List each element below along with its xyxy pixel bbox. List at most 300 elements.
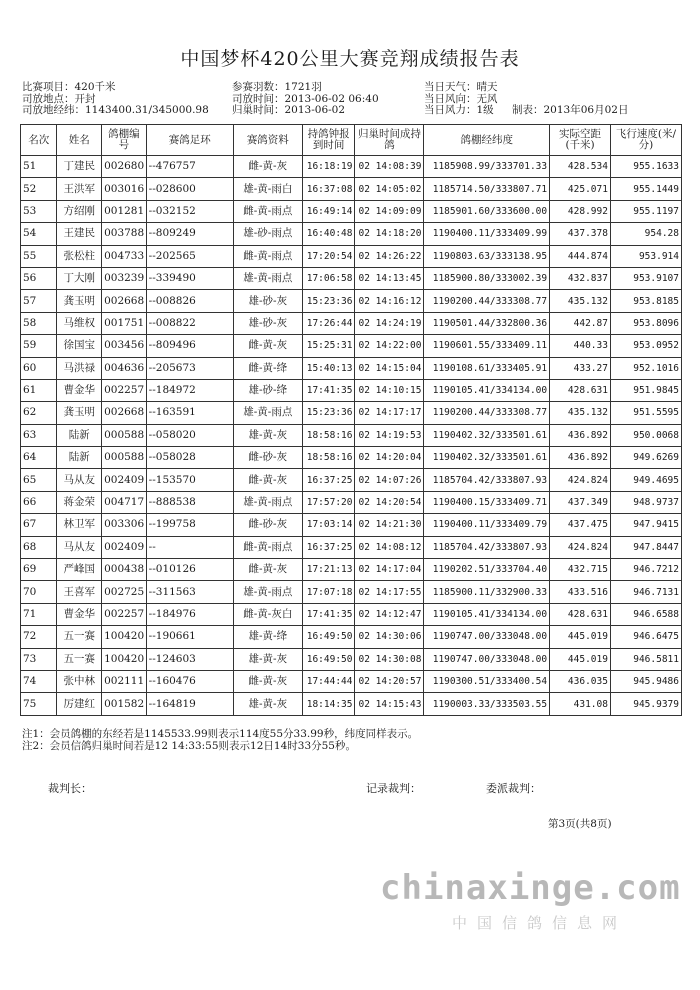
speed-cell: 955.1197: [610, 200, 681, 222]
footnote-1: 注1：会员鸽棚的东经若是1145533.99则表示114度55分33.99秒，纬度同样表示。: [22, 728, 419, 740]
bird-info-cell: 雄-黄-雨点: [233, 491, 302, 513]
name-cell: 张中林: [57, 670, 102, 692]
coordinates-cell: 1190105.41/334134.00: [424, 379, 550, 401]
distance-cell: 428.534: [550, 156, 611, 178]
table-row: [21, 469, 682, 491]
rank-cell: 66: [21, 491, 57, 513]
loft-id-cell: 001751: [102, 312, 147, 334]
ring-cell: --202565: [146, 245, 233, 267]
clock-time-cell: 17:44:44: [302, 670, 355, 692]
rank-cell: 73: [21, 648, 57, 670]
name-cell: 王建民: [57, 223, 102, 245]
distance-cell: 433.516: [550, 581, 611, 603]
weather: 当日天气：晴天: [424, 81, 498, 93]
name-cell: 严峰国: [57, 559, 102, 581]
coordinates-cell: 1190400.11/333409.99: [424, 223, 550, 245]
distance-cell: 425.071: [550, 178, 611, 200]
clock-time-cell: 18:58:16: [302, 447, 355, 469]
header-coordinates: 鸽棚经纬度: [424, 125, 550, 156]
loft-id-cell: 002111: [102, 670, 147, 692]
clock-time-cell: 17:41:35: [302, 379, 355, 401]
name-cell: 马从友: [57, 469, 102, 491]
rank-cell: 51: [21, 156, 57, 178]
name-cell: 五一赛: [57, 626, 102, 648]
loft-id-cell: 002257: [102, 379, 147, 401]
ring-cell: --153570: [146, 469, 233, 491]
name-cell: 马维权: [57, 312, 102, 334]
ring-cell: --058028: [146, 447, 233, 469]
name-cell: 徐国宝: [57, 335, 102, 357]
race-info-row-1: [22, 82, 682, 94]
return-time-cell: 02 14:08:12: [355, 536, 424, 558]
rank-cell: 59: [21, 335, 57, 357]
race-info: [22, 82, 682, 117]
distance-cell: 428.631: [550, 379, 611, 401]
footnotes: [22, 728, 418, 752]
release-coordinates: 司放地经纬：1143400.31/345000.98: [22, 104, 209, 116]
loft-id-cell: 100420: [102, 626, 147, 648]
name-cell: 丁建民: [57, 156, 102, 178]
speed-cell: 947.8447: [610, 536, 681, 558]
rank-cell: 64: [21, 447, 57, 469]
speed-cell: 946.7212: [610, 559, 681, 581]
return-time-cell: 02 14:30:06: [355, 626, 424, 648]
bird-info-cell: 雄-黄-雨点: [233, 581, 302, 603]
bird-info-cell: 雌-黄-灰: [233, 469, 302, 491]
rank-cell: 71: [21, 603, 57, 625]
return-time-cell: 02 14:20:57: [355, 670, 424, 692]
rank-cell: 65: [21, 469, 57, 491]
ring-cell: --809496: [146, 335, 233, 357]
loft-id-cell: 004733: [102, 245, 147, 267]
ring-cell: --339490: [146, 267, 233, 289]
ring-cell: --184972: [146, 379, 233, 401]
speed-cell: 953.914: [610, 245, 681, 267]
table-row: [21, 357, 682, 379]
distance-cell: 436.892: [550, 424, 611, 446]
header-speed: 飞行速度(米/分): [610, 125, 681, 156]
watermark-domain: chinaxinge.com: [380, 868, 681, 908]
clock-time-cell: 16:49:14: [302, 200, 355, 222]
bird-info-cell: 雄-黄-绛: [233, 626, 302, 648]
return-time-cell: 02 14:17:17: [355, 402, 424, 424]
clock-time-cell: 16:37:08: [302, 178, 355, 200]
rank-cell: 58: [21, 312, 57, 334]
ring-cell: --199758: [146, 514, 233, 536]
return-time-cell: 02 14:20:04: [355, 447, 424, 469]
wind-direction: 当日风向：无风: [424, 92, 498, 105]
speed-cell: 954.28: [610, 223, 681, 245]
speed-cell: 948.9737: [610, 491, 681, 513]
chief-judge-signature: 裁判长：: [48, 782, 92, 795]
rank-cell: 60: [21, 357, 57, 379]
bird-info-cell: 雄-黄-灰: [233, 424, 302, 446]
name-cell: 陆新: [57, 424, 102, 446]
return-time-cell: 02 14:16:12: [355, 290, 424, 312]
speed-cell: 953.8096: [610, 312, 681, 334]
table-row: [21, 693, 682, 715]
name-cell: 张松柱: [57, 245, 102, 267]
return-date: 归巢时间：2013-06-02: [232, 104, 346, 116]
coordinates-cell: 1190108.61/333405.91: [424, 357, 550, 379]
name-cell: 曹金华: [57, 379, 102, 401]
clock-time-cell: 17:21:13: [302, 559, 355, 581]
return-time-cell: 02 14:17:55: [355, 581, 424, 603]
table-row: [21, 335, 682, 357]
release-time: 司放时间：2013-06-02 06:40: [232, 92, 379, 105]
ring-cell: --163591: [146, 402, 233, 424]
coordinates-cell: 1190402.32/333501.61: [424, 424, 550, 446]
distance-cell: 436.035: [550, 670, 611, 692]
table-row: [21, 447, 682, 469]
clock-time-cell: 17:57:20: [302, 491, 355, 513]
return-time-cell: 02 14:15:04: [355, 357, 424, 379]
release-location: 司放地点：开封: [22, 92, 96, 105]
clock-time-cell: 17:06:58: [302, 267, 355, 289]
speed-cell: 949.4695: [610, 469, 681, 491]
ring-cell: --028600: [146, 178, 233, 200]
bird-info-cell: 雄-黄-雨点: [233, 267, 302, 289]
return-time-cell: 02 14:10:15: [355, 379, 424, 401]
ring-cell: --809249: [146, 223, 233, 245]
rank-cell: 75: [21, 693, 57, 715]
speed-cell: 945.9486: [610, 670, 681, 692]
results-table: [20, 124, 682, 716]
table-row: [21, 491, 682, 513]
table-row: [21, 312, 682, 334]
ring-cell: --058020: [146, 424, 233, 446]
return-time-cell: 02 14:19:53: [355, 424, 424, 446]
header-loft-id: 鸽棚编号: [102, 125, 147, 156]
loft-id-cell: 004636: [102, 357, 147, 379]
coordinates-cell: 1185901.60/333600.00: [424, 200, 550, 222]
speed-cell: 946.7131: [610, 581, 681, 603]
table-row: [21, 178, 682, 200]
clock-time-cell: 15:23:36: [302, 402, 355, 424]
ring-cell: --: [146, 536, 233, 558]
rank-cell: 68: [21, 536, 57, 558]
clock-time-cell: 17:26:44: [302, 312, 355, 334]
coordinates-cell: 1190003.33/333503.55: [424, 693, 550, 715]
loft-id-cell: 000588: [102, 424, 147, 446]
coordinates-cell: 1190501.44/332800.36: [424, 312, 550, 334]
ring-cell: --008826: [146, 290, 233, 312]
table-row: [21, 514, 682, 536]
ring-cell: --888538: [146, 491, 233, 513]
table-header-row: [21, 125, 682, 156]
distance-cell: 433.27: [550, 357, 611, 379]
return-time-cell: 02 14:07:26: [355, 469, 424, 491]
return-time-cell: 02 14:17:04: [355, 559, 424, 581]
name-cell: 陆新: [57, 447, 102, 469]
distance-cell: 435.132: [550, 402, 611, 424]
loft-id-cell: 002668: [102, 290, 147, 312]
clock-time-cell: 16:40:48: [302, 223, 355, 245]
bird-info-cell: 雌-黄-灰: [233, 156, 302, 178]
rank-cell: 55: [21, 245, 57, 267]
rank-cell: 53: [21, 200, 57, 222]
name-cell: 龚玉明: [57, 290, 102, 312]
tabulation-date: 制表：2013年06月02日: [512, 104, 629, 116]
ring-cell: --010126: [146, 559, 233, 581]
loft-id-cell: 002409: [102, 536, 147, 558]
coordinates-cell: 1185714.50/333807.71: [424, 178, 550, 200]
loft-id-cell: 003016: [102, 178, 147, 200]
name-cell: 林卫军: [57, 514, 102, 536]
coordinates-cell: 1185908.99/333701.33: [424, 156, 550, 178]
distance-cell: 445.019: [550, 648, 611, 670]
loft-id-cell: 003306: [102, 514, 147, 536]
distance-cell: 432.837: [550, 267, 611, 289]
table-row: [21, 245, 682, 267]
rank-cell: 70: [21, 581, 57, 603]
coordinates-cell: 1190400.15/333409.71: [424, 491, 550, 513]
loft-id-cell: 003788: [102, 223, 147, 245]
coordinates-cell: 1190202.51/333704.40: [424, 559, 550, 581]
entry-count: 参赛羽数：1721羽: [232, 81, 322, 93]
speed-cell: 955.1633: [610, 156, 681, 178]
table-row: [21, 626, 682, 648]
loft-id-cell: 001582: [102, 693, 147, 715]
table-row: [21, 379, 682, 401]
speed-cell: 952.1016: [610, 357, 681, 379]
name-cell: 马洪禄: [57, 357, 102, 379]
table-row: [21, 267, 682, 289]
return-time-cell: 02 14:20:54: [355, 491, 424, 513]
header-name: 姓名: [57, 125, 102, 156]
speed-cell: 949.6269: [610, 447, 681, 469]
clock-time-cell: 18:58:16: [302, 424, 355, 446]
speed-cell: 945.9379: [610, 693, 681, 715]
header-return-time: 归巢时间成持鸽: [355, 125, 424, 156]
loft-id-cell: 002725: [102, 581, 147, 603]
speed-cell: 946.6588: [610, 603, 681, 625]
bird-info-cell: 雄-黄-雨白: [233, 178, 302, 200]
bird-info-cell: 雄-砂-绛: [233, 379, 302, 401]
return-time-cell: 02 14:30:08: [355, 648, 424, 670]
bird-info-cell: 雄-黄-灰: [233, 693, 302, 715]
loft-id-cell: 004717: [102, 491, 147, 513]
rank-cell: 52: [21, 178, 57, 200]
table-row: [21, 223, 682, 245]
speed-cell: 946.6475: [610, 626, 681, 648]
loft-id-cell: 100420: [102, 648, 147, 670]
speed-cell: 951.5595: [610, 402, 681, 424]
clock-time-cell: 17:41:35: [302, 603, 355, 625]
ring-cell: --160476: [146, 670, 233, 692]
bird-info-cell: 雌-砂-灰: [233, 447, 302, 469]
name-cell: 五一赛: [57, 648, 102, 670]
distance-cell: 424.824: [550, 536, 611, 558]
bird-info-cell: 雄-砂-灰: [233, 290, 302, 312]
header-rank: 名次: [21, 125, 57, 156]
clock-time-cell: 15:25:31: [302, 335, 355, 357]
distance-cell: 431.08: [550, 693, 611, 715]
recording-judge-signature: 记录裁判：: [366, 782, 421, 795]
table-row: [21, 424, 682, 446]
distance-cell: 437.349: [550, 491, 611, 513]
ring-cell: --184976: [146, 603, 233, 625]
rank-cell: 54: [21, 223, 57, 245]
table-row: [21, 156, 682, 178]
speed-cell: 953.8185: [610, 290, 681, 312]
ring-cell: --124603: [146, 648, 233, 670]
distance-cell: 444.874: [550, 245, 611, 267]
ring-cell: --008822: [146, 312, 233, 334]
distance-cell: 428.631: [550, 603, 611, 625]
speed-cell: 955.1449: [610, 178, 681, 200]
loft-id-cell: 003239: [102, 267, 147, 289]
loft-id-cell: 002680: [102, 156, 147, 178]
watermark-site-name: 中国信鸽信息网: [452, 914, 628, 932]
coordinates-cell: 1185900.80/333002.39: [424, 267, 550, 289]
rank-cell: 67: [21, 514, 57, 536]
speed-cell: 946.5811: [610, 648, 681, 670]
return-time-cell: 02 14:18:20: [355, 223, 424, 245]
distance-cell: 436.892: [550, 447, 611, 469]
return-time-cell: 02 14:15:43: [355, 693, 424, 715]
clock-time-cell: 16:49:50: [302, 648, 355, 670]
bird-info-cell: 雄-砂-灰: [233, 312, 302, 334]
clock-time-cell: 18:14:35: [302, 693, 355, 715]
bird-info-cell: 雄-砂-雨点: [233, 223, 302, 245]
clock-time-cell: 15:23:36: [302, 290, 355, 312]
coordinates-cell: 1190400.11/333409.79: [424, 514, 550, 536]
coordinates-cell: 1185704.42/333807.93: [424, 469, 550, 491]
loft-id-cell: 002257: [102, 603, 147, 625]
bird-info-cell: 雄-黄-灰: [233, 648, 302, 670]
clock-time-cell: 16:37:25: [302, 469, 355, 491]
return-time-cell: 02 14:09:09: [355, 200, 424, 222]
table-row: [21, 290, 682, 312]
clock-time-cell: 16:18:19: [302, 156, 355, 178]
return-time-cell: 02 14:13:45: [355, 267, 424, 289]
coordinates-cell: 1190105.41/334134.00: [424, 603, 550, 625]
name-cell: 马从友: [57, 536, 102, 558]
coordinates-cell: 1190402.32/333501.61: [424, 447, 550, 469]
clock-time-cell: 17:03:14: [302, 514, 355, 536]
ring-cell: --032152: [146, 200, 233, 222]
table-row: [21, 603, 682, 625]
bird-info-cell: 雌-黄-雨点: [233, 245, 302, 267]
report-title: 中国梦杯420公里大赛竞翔成绩报告表: [180, 48, 520, 70]
distance-cell: 445.019: [550, 626, 611, 648]
header-distance: 实际空距(千米): [550, 125, 611, 156]
table-row: [21, 581, 682, 603]
return-time-cell: 02 14:05:02: [355, 178, 424, 200]
bird-info-cell: 雌-黄-雨点: [233, 536, 302, 558]
distance-cell: 432.715: [550, 559, 611, 581]
bird-info-cell: 雌-黄-雨点: [233, 200, 302, 222]
race-info-row-3: [22, 105, 682, 117]
distance-cell: 428.992: [550, 200, 611, 222]
rank-cell: 61: [21, 379, 57, 401]
header-ring: 赛鸽足环: [146, 125, 233, 156]
name-cell: 曹金华: [57, 603, 102, 625]
name-cell: 方绍刚: [57, 200, 102, 222]
ring-cell: --164819: [146, 693, 233, 715]
coordinates-cell: 1190803.63/333138.95: [424, 245, 550, 267]
rank-cell: 72: [21, 626, 57, 648]
clock-time-cell: 16:49:50: [302, 626, 355, 648]
bird-info-cell: 雄-黄-雨点: [233, 402, 302, 424]
distance-cell: 435.132: [550, 290, 611, 312]
bird-info-cell: 雌-黄-灰: [233, 670, 302, 692]
ring-cell: --476757: [146, 156, 233, 178]
coordinates-cell: 1190601.55/333409.11: [424, 335, 550, 357]
name-cell: 王喜军: [57, 581, 102, 603]
coordinates-cell: 1185900.11/332900.33: [424, 581, 550, 603]
rank-cell: 56: [21, 267, 57, 289]
coordinates-cell: 1190200.44/333308.77: [424, 290, 550, 312]
distance-cell: 440.33: [550, 335, 611, 357]
name-cell: 龚玉明: [57, 402, 102, 424]
name-cell: 蒋金荣: [57, 491, 102, 513]
table-row: [21, 670, 682, 692]
speed-cell: 950.0068: [610, 424, 681, 446]
page-number: 第3页(共8页): [548, 818, 612, 830]
loft-id-cell: 002668: [102, 402, 147, 424]
name-cell: 王洪军: [57, 178, 102, 200]
header-bird-info: 赛鸽资料: [233, 125, 302, 156]
rank-cell: 62: [21, 402, 57, 424]
rank-cell: 74: [21, 670, 57, 692]
table-row: [21, 648, 682, 670]
distance-cell: 437.475: [550, 514, 611, 536]
table-row: [21, 200, 682, 222]
loft-id-cell: 002409: [102, 469, 147, 491]
table-row: [21, 402, 682, 424]
wind-force: 当日风力：1级: [424, 104, 494, 116]
rank-cell: 57: [21, 290, 57, 312]
footnote-2: 注2：会员信鸽归巢时间若是12 14:33:55则表示12日14时33分55秒。: [22, 740, 356, 752]
table-row: [21, 559, 682, 581]
speed-cell: 953.9107: [610, 267, 681, 289]
delegate-judge-signature: 委派裁判：: [486, 782, 541, 795]
coordinates-cell: 1190200.44/333308.77: [424, 402, 550, 424]
rank-cell: 63: [21, 424, 57, 446]
coordinates-cell: 1190747.00/333048.00: [424, 626, 550, 648]
loft-id-cell: 001281: [102, 200, 147, 222]
name-cell: 厉建红: [57, 693, 102, 715]
header-clock-time: 持鸽钟报到时间: [302, 125, 355, 156]
ring-cell: --190661: [146, 626, 233, 648]
ring-cell: --205673: [146, 357, 233, 379]
coordinates-cell: 1190747.00/333048.00: [424, 648, 550, 670]
distance-cell: 442.87: [550, 312, 611, 334]
bird-info-cell: 雌-黄-灰白: [233, 603, 302, 625]
return-time-cell: 02 14:12:47: [355, 603, 424, 625]
rank-cell: 69: [21, 559, 57, 581]
return-time-cell: 02 14:21:30: [355, 514, 424, 536]
speed-cell: 947.9415: [610, 514, 681, 536]
loft-id-cell: 000588: [102, 447, 147, 469]
clock-time-cell: 17:07:18: [302, 581, 355, 603]
bird-info-cell: 雌-黄-绛: [233, 357, 302, 379]
return-time-cell: 02 14:24:19: [355, 312, 424, 334]
clock-time-cell: 16:37:25: [302, 536, 355, 558]
return-time-cell: 02 14:26:22: [355, 245, 424, 267]
clock-time-cell: 17:20:54: [302, 245, 355, 267]
return-time-cell: 02 14:22:00: [355, 335, 424, 357]
ring-cell: --311563: [146, 581, 233, 603]
coordinates-cell: 1185704.42/333807.93: [424, 536, 550, 558]
speed-cell: 951.9845: [610, 379, 681, 401]
return-time-cell: 02 14:08:39: [355, 156, 424, 178]
speed-cell: 953.0952: [610, 335, 681, 357]
race-item: 比赛项目：420千米: [22, 81, 116, 93]
loft-id-cell: 000438: [102, 559, 147, 581]
